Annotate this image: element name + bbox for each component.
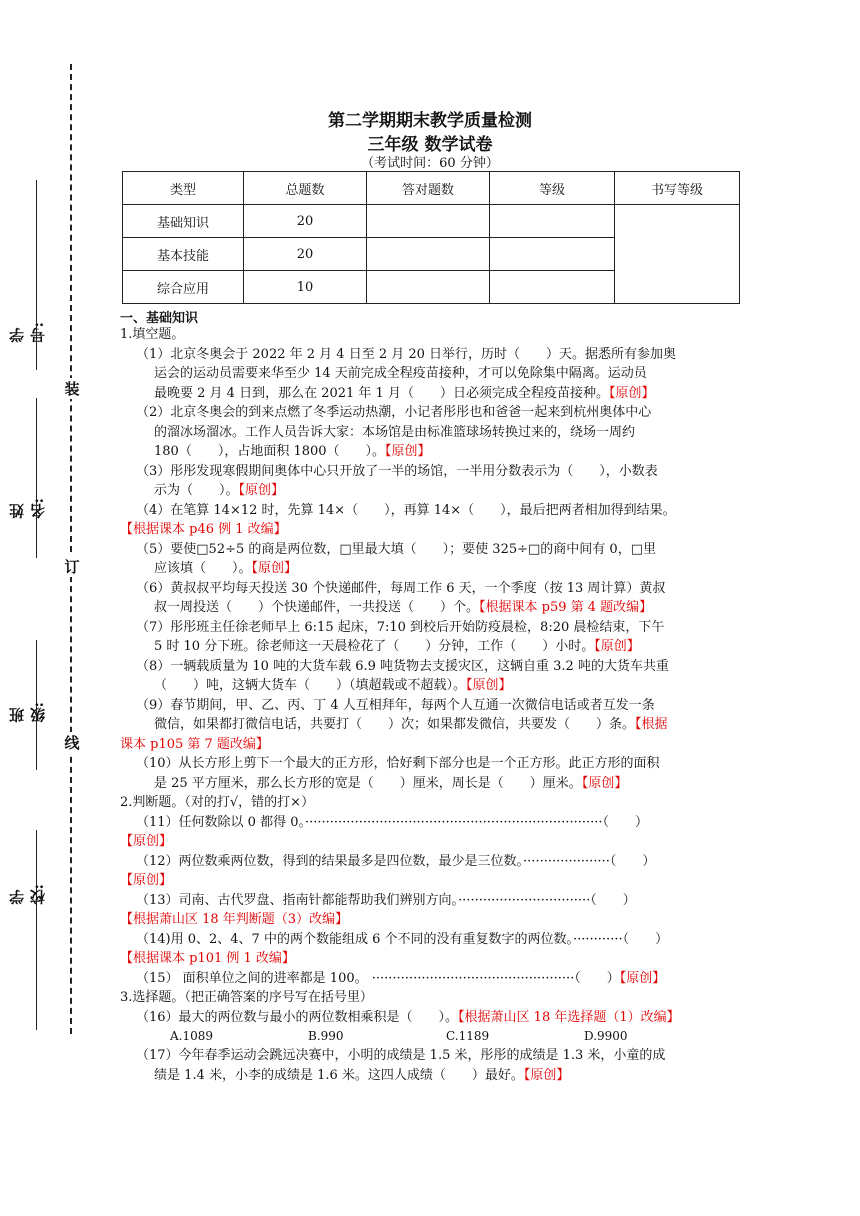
fill-title: 1.填空题。: [120, 327, 185, 342]
source-tag: 【原创】: [120, 873, 173, 888]
source-tag: 【原创】: [619, 970, 666, 986]
question-text: 是 25 平方厘米，那么长方形的宽是（ ）厘米，周长是（ ）厘米。: [154, 775, 582, 791]
source-tag: 【原创】: [608, 385, 655, 401]
question-text: 微信，如果都打微信电话，共要打（ ）次；如果都发微信，共要发（ ）条。: [154, 717, 636, 732]
binding-char-xian: 线: [60, 732, 84, 753]
choice-title: 3.选择题。（把正确答案的序号写在括号里）: [120, 990, 373, 1005]
question-17: [120, 1046, 740, 1085]
question-14: （14)用 0、2、4、7 中的两个数能组成 6 个不同的没有重复数字的两位数。············（ ）: [136, 931, 669, 947]
row-count: 10: [244, 271, 367, 304]
question-text: 180（ ），占地面积 1800（ ）。: [154, 444, 386, 459]
header-type: 类型: [123, 172, 244, 205]
exam-content: [120, 100, 740, 1085]
question-line: [120, 637, 740, 657]
row-grade-cell[interactable]: [490, 205, 615, 238]
source-tag: 【原创】: [523, 1067, 570, 1083]
question-10: [120, 754, 740, 793]
question-line: （10）从长方形上剪下一个最大的正方形，恰好剩下部分也是一个正方形。此正方形的面积: [136, 756, 660, 771]
question-line: [120, 384, 740, 404]
question-7: [120, 618, 740, 657]
score-table-header-row: [123, 172, 740, 205]
question-text: 示为（ ）。: [154, 483, 239, 498]
student-id-label: 学号:: [8, 322, 47, 343]
question-line: （6）黄叔叔平均每天投送 30 个快递邮件，每周工作 6 天，一个季度（按 13 周计算）黄叔: [136, 580, 666, 596]
writing-grade-cell[interactable]: [615, 205, 740, 304]
option-a[interactable]: A.1089: [170, 1029, 214, 1043]
question-text: （15） 面积单位之间的进率都是 100。 ·················································（ ）: [136, 970, 620, 986]
option-d[interactable]: D.9900: [584, 1029, 628, 1043]
row-count: 20: [244, 205, 367, 238]
class-line[interactable]: [36, 640, 37, 770]
source-tag: 【根据萧山区 18 年判断题（3）改编】: [120, 912, 349, 927]
question-13: （13）司南、古代罗盘、指南针都能帮助我们辨别方向。································（ ）: [136, 892, 636, 908]
section-heading: 一、基础知识: [120, 311, 199, 326]
row-type: 综合应用: [123, 271, 244, 304]
row-grade-cell[interactable]: [490, 238, 615, 271]
question-1: [120, 345, 740, 404]
source-tag: 【根据课本 p59 第 4 题改编】: [479, 600, 653, 615]
binding-margin: [0, 0, 100, 1216]
question-line: [120, 481, 740, 501]
source-tag: 【原创】: [385, 444, 431, 459]
exam-title: 第二学期期末教学质量检测: [328, 111, 532, 131]
question-line: [120, 598, 740, 618]
question-line: （3）彤彤发现寒假期间奥体中心只开放了一半的场馆，一半用分数表示为（ ），小数表: [136, 463, 658, 479]
question-6: [120, 579, 740, 618]
binding-dashed-line: [70, 64, 72, 1034]
source-tag: 【原创】: [251, 561, 298, 576]
student-id-line[interactable]: [36, 180, 37, 370]
question-line: 的溜冰场溜冰。工作人员告诉大家：本场馆是由标准篮球场转换过来的，绕场一周约: [154, 424, 636, 440]
binding-char-ding: 订: [60, 556, 84, 577]
question-line: （5）要使□52÷5 的商是两位数，□里最大填（ ）；要使 325÷□的商中间有 0，□里: [136, 541, 656, 557]
question-text: 5 时 10 分下班。徐老师这一天晨检花了（ ）分钟，工作（ ）小时。: [154, 639, 595, 654]
question-text: 绩是 1.4 米，小李的成绩是 1.6 米。这四人成绩（ ）最好。: [154, 1067, 524, 1083]
question-11: （11）任何数除以 0 都得 0。········································································（ ）: [136, 814, 649, 830]
question-line: （7）彤彤班主任徐老师早上 6:15 起床，7:10 到校后开始防疫晨检，8:20 晨检结束，下午: [136, 619, 665, 635]
question-9: [120, 696, 740, 755]
question-line: [120, 442, 740, 462]
question-text: 叔一周投送（ ）个快递邮件，一共投送（ ）个。: [154, 600, 480, 615]
row-correct-cell[interactable]: [367, 238, 490, 271]
question-line: 运会的运动员需要来华至少 14 天前完成全程疫苗接种，才可以免除集中隔离。运动员: [154, 366, 647, 381]
source-tag: 【根据课本 p101 例 1 改编】: [120, 951, 295, 966]
question-4: [120, 501, 740, 540]
header-grade: 等级: [490, 172, 615, 205]
question-line: [120, 1066, 740, 1086]
row-type: 基本技能: [123, 238, 244, 271]
row-grade-cell[interactable]: [490, 271, 615, 304]
row-type: 基础知识: [123, 205, 244, 238]
exam-subtitle: 三年级 数学试卷: [367, 135, 493, 155]
question-12: （12）两位数乘两位数，得到的结果最多是四位数，最少是三位数。·····················（ ）: [136, 853, 656, 869]
question-text: 最晚要 2 月 4 日到，那么在 2021 年 1 月（ ）日必须完成全程疫苗接种。: [154, 385, 609, 401]
source-tag: 【原创】: [120, 834, 173, 849]
source-tag: 【根据: [635, 717, 668, 732]
class-label: 班级:: [8, 702, 47, 723]
header-total: 总题数: [244, 172, 367, 205]
school-line[interactable]: [36, 830, 37, 1030]
question-line: （1）北京冬奥会于 2022 年 2 月 4 日至 2 月 20 日举行，历时（ ）天。据悉所有参加奥: [136, 346, 677, 362]
question-line: [120, 774, 740, 794]
table-row: [123, 205, 740, 238]
question-line: （8）一辆载质量为 10 吨的大货车载 6.9 吨货物去支援灾区，这辆自重 3.2 吨的大货车共重: [136, 658, 669, 674]
question-5: [120, 540, 740, 579]
question-line: [120, 676, 740, 696]
question-line: （2）北京冬奥会的到来点燃了冬季运动热潮，小记者彤彤也和爸爸一起来到杭州奥体中心: [136, 405, 652, 420]
header-writing-grade: 书写等级: [615, 172, 740, 205]
question-8: [120, 657, 740, 696]
question-2: [120, 403, 740, 462]
source-tag: 【原创】: [581, 775, 628, 791]
score-table: [122, 171, 740, 304]
question-line: [120, 715, 740, 735]
question-line: （9）春节期间，甲、乙、丙、丁 4 人互相拜年，每两个人互通一次微信电话或者互发一条: [136, 697, 655, 713]
exam-time: （考试时间：60 分钟）: [361, 156, 499, 171]
source-tag: 课本 p105 第 7 题改编】: [120, 736, 269, 752]
question-text: （16）最大的两位数与最小的两位数相乘积是（ ）。: [136, 1009, 459, 1025]
question-line: （17）今年春季运动会跳远决赛中，小明的成绩是 1.5 米，彤彤的成绩是 1.3 米，小童的成: [136, 1048, 666, 1063]
source-tag: 【根据课本 p46 例 1 改编】: [120, 522, 287, 537]
option-c[interactable]: C.1189: [446, 1029, 490, 1043]
name-label: 姓名:: [8, 498, 47, 519]
question-15: [120, 969, 740, 989]
question-line: [120, 559, 740, 579]
name-line[interactable]: [36, 398, 37, 558]
question-16: [120, 1008, 740, 1028]
header-correct: 答对题数: [367, 172, 490, 205]
school-label: 学校:: [8, 884, 47, 905]
row-correct-cell[interactable]: [367, 205, 490, 238]
source-tag: 【根据萧山区 18 年选择题（1）改编】: [458, 1009, 680, 1025]
source-tag: 【原创】: [238, 483, 285, 498]
source-tag: 【原创】: [594, 639, 640, 654]
question-text: 应该填（ ）。: [154, 561, 252, 576]
judge-title: 2.判断题。（对的打√，错的打×）: [120, 795, 315, 810]
question-line: （4）在笔算 14×12 时，先算 14×（ ），再算 14×（ ），最后把两者相加得到结果。: [136, 502, 676, 518]
option-b[interactable]: B.990: [308, 1029, 344, 1043]
question-3: [120, 462, 740, 501]
row-correct-cell[interactable]: [367, 271, 490, 304]
source-tag: 【原创】: [466, 678, 512, 693]
question-text: （ ）吨，这辆大货车（ ）（填超载或不超载）。: [154, 678, 467, 693]
row-count: 20: [244, 238, 367, 271]
binding-char-zhuang: 装: [60, 378, 84, 399]
question-16-options: [120, 1027, 740, 1046]
